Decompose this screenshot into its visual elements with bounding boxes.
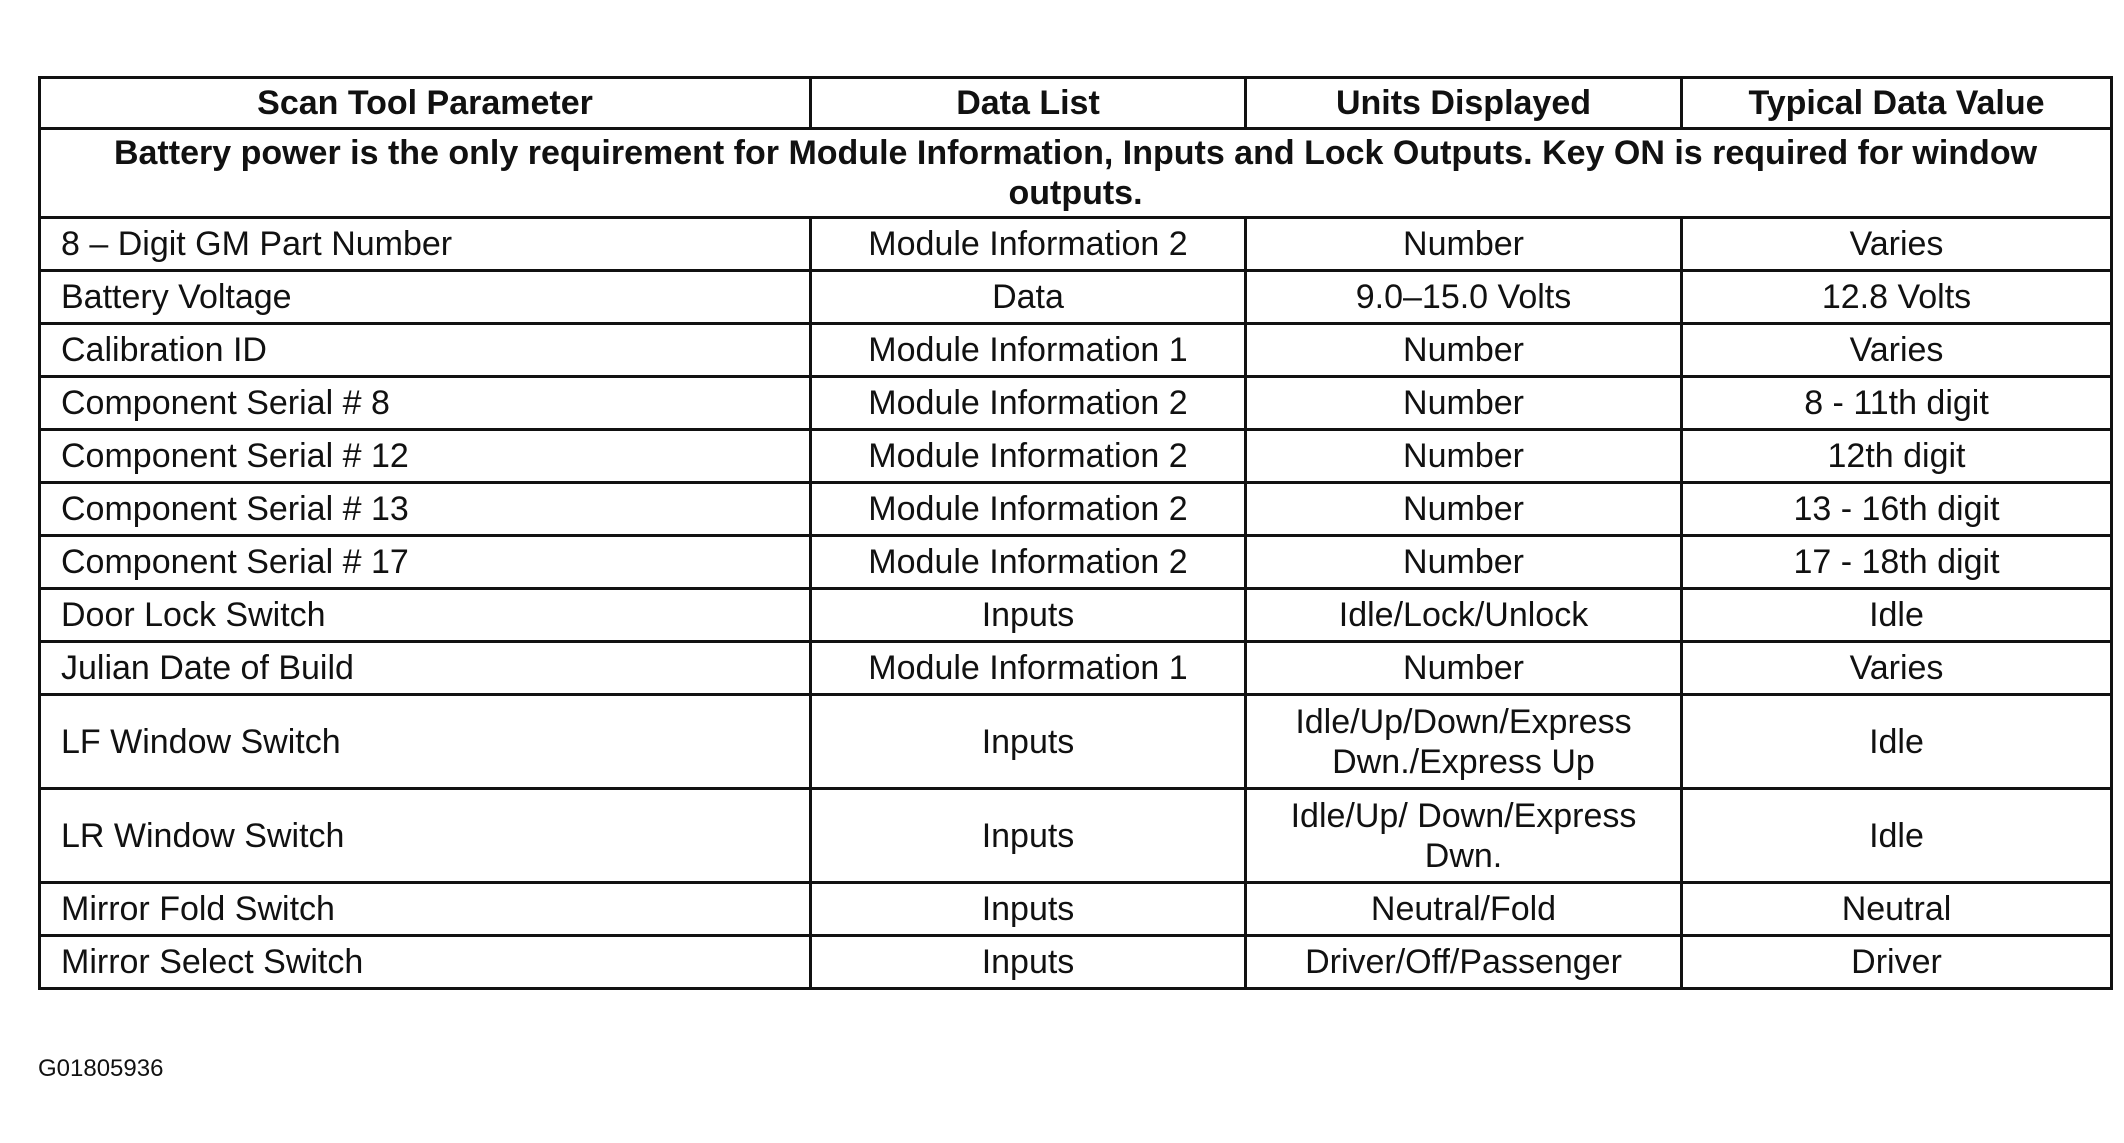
cell-typical-value: Neutral: [1682, 883, 2112, 936]
cell-parameter: Component Serial # 17: [40, 536, 811, 589]
cell-units: Number: [1246, 324, 1682, 377]
cell-data-list: Inputs: [811, 883, 1246, 936]
header-scan-tool-parameter: Scan Tool Parameter: [40, 78, 811, 129]
header-units-displayed: Units Displayed: [1246, 78, 1682, 129]
requirement-note: Battery power is the only requirement for Module Information, Inputs and Lock Outputs. Key ON is required for window outputs.: [40, 129, 2112, 218]
cell-units: Idle/Up/Down/Express Dwn./Express Up: [1246, 695, 1682, 789]
cell-parameter: LR Window Switch: [40, 789, 811, 883]
cell-typical-value: Varies: [1682, 218, 2112, 271]
scan-tool-table-container: [38, 76, 2110, 990]
cell-typical-value: Idle: [1682, 695, 2112, 789]
cell-parameter: Battery Voltage: [40, 271, 811, 324]
cell-parameter: Component Serial # 12: [40, 430, 811, 483]
table-row: [40, 789, 2112, 883]
cell-parameter: Component Serial # 8: [40, 377, 811, 430]
cell-units: Idle/Up/ Down/Express Dwn.: [1246, 789, 1682, 883]
cell-data-list: Inputs: [811, 589, 1246, 642]
table-row: [40, 271, 2112, 324]
table-header-row: [40, 78, 2112, 129]
table-row: [40, 324, 2112, 377]
cell-data-list: Module Information 2: [811, 377, 1246, 430]
cell-data-list: Module Information 1: [811, 324, 1246, 377]
cell-data-list: Data: [811, 271, 1246, 324]
cell-typical-value: 13 - 16th digit: [1682, 483, 2112, 536]
cell-parameter: Calibration ID: [40, 324, 811, 377]
header-data-list: Data List: [811, 78, 1246, 129]
table-row: [40, 430, 2112, 483]
cell-data-list: Module Information 2: [811, 483, 1246, 536]
cell-units: 9.0–15.0 Volts: [1246, 271, 1682, 324]
cell-data-list: Module Information 2: [811, 218, 1246, 271]
cell-units: Driver/Off/Passenger: [1246, 936, 1682, 989]
cell-parameter: 8 – Digit GM Part Number: [40, 218, 811, 271]
table-row: [40, 883, 2112, 936]
cell-parameter: Door Lock Switch: [40, 589, 811, 642]
cell-typical-value: 8 - 11th digit: [1682, 377, 2112, 430]
cell-units: Number: [1246, 642, 1682, 695]
cell-parameter: LF Window Switch: [40, 695, 811, 789]
cell-data-list: Module Information 1: [811, 642, 1246, 695]
cell-units: Number: [1246, 430, 1682, 483]
cell-parameter: Mirror Select Switch: [40, 936, 811, 989]
cell-units: Number: [1246, 483, 1682, 536]
table-row: [40, 936, 2112, 989]
cell-typical-value: Varies: [1682, 642, 2112, 695]
cell-typical-value: 12th digit: [1682, 430, 2112, 483]
cell-typical-value: Driver: [1682, 936, 2112, 989]
cell-typical-value: 12.8 Volts: [1682, 271, 2112, 324]
cell-data-list: Module Information 2: [811, 536, 1246, 589]
cell-data-list: Module Information 2: [811, 430, 1246, 483]
table-row: [40, 483, 2112, 536]
cell-units: Number: [1246, 377, 1682, 430]
cell-parameter: Component Serial # 13: [40, 483, 811, 536]
table-row: [40, 642, 2112, 695]
table-row: [40, 377, 2112, 430]
table-row: [40, 536, 2112, 589]
table-row: [40, 695, 2112, 789]
cell-units: Number: [1246, 218, 1682, 271]
figure-id-caption: G01805936: [38, 1055, 164, 1082]
cell-data-list: Inputs: [811, 695, 1246, 789]
cell-data-list: Inputs: [811, 936, 1246, 989]
cell-parameter: Julian Date of Build: [40, 642, 811, 695]
note-row: [40, 129, 2112, 218]
cell-typical-value: Idle: [1682, 789, 2112, 883]
scan-tool-data-table: [38, 76, 2113, 990]
table-row: [40, 589, 2112, 642]
cell-units: Neutral/Fold: [1246, 883, 1682, 936]
cell-typical-value: 17 - 18th digit: [1682, 536, 2112, 589]
cell-units: Idle/Lock/Unlock: [1246, 589, 1682, 642]
table-row: [40, 218, 2112, 271]
cell-typical-value: Idle: [1682, 589, 2112, 642]
cell-typical-value: Varies: [1682, 324, 2112, 377]
cell-units: Number: [1246, 536, 1682, 589]
cell-parameter: Mirror Fold Switch: [40, 883, 811, 936]
header-typical-data-value: Typical Data Value: [1682, 78, 2112, 129]
cell-data-list: Inputs: [811, 789, 1246, 883]
